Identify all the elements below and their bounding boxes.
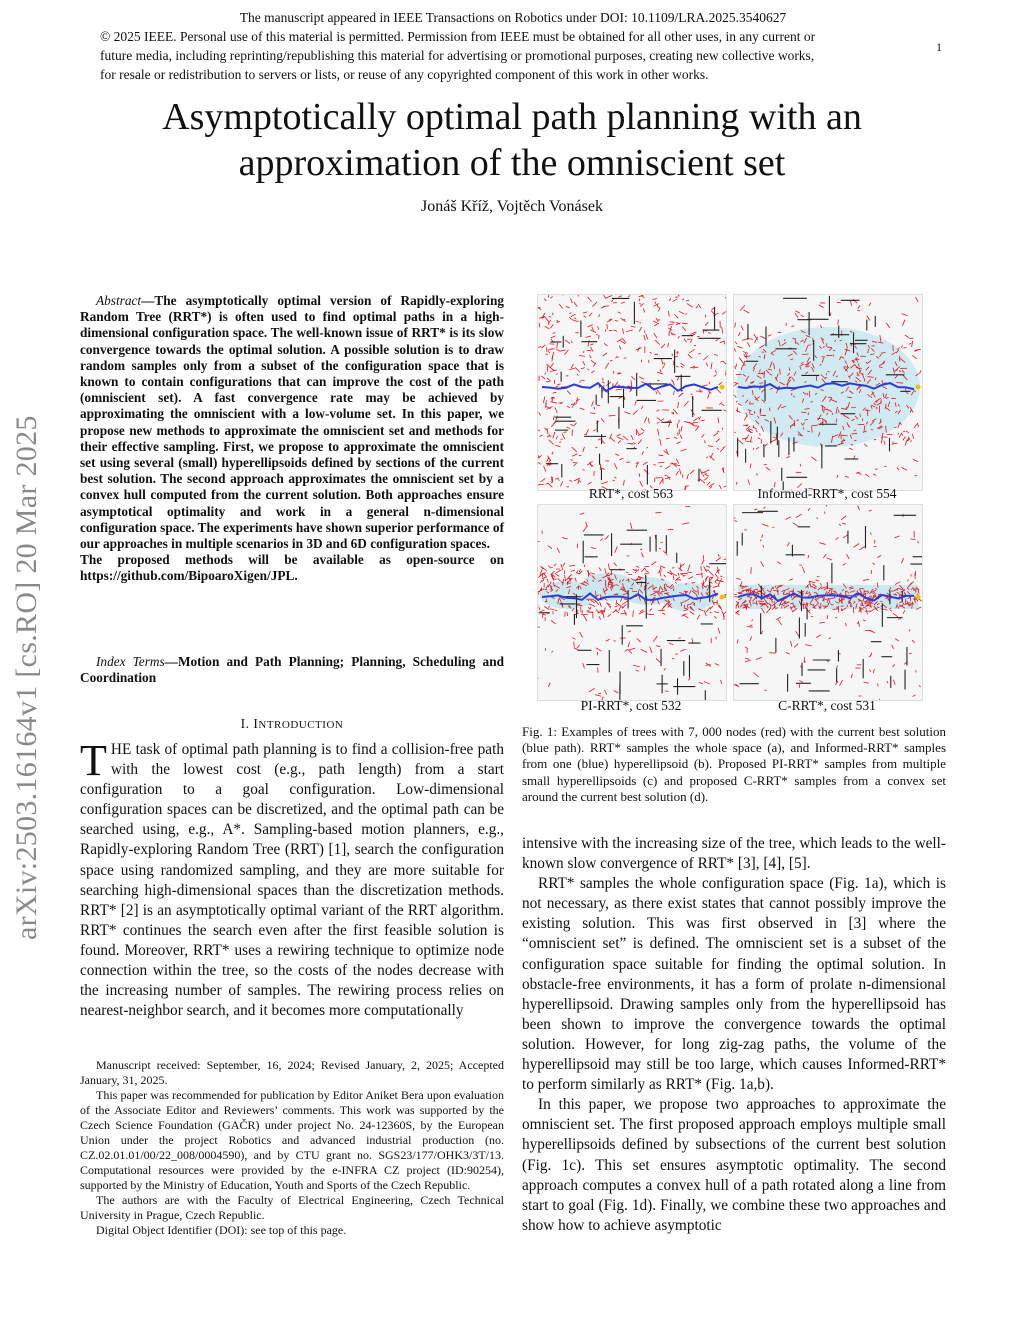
panel-label-d: C-RRT*, cost 531	[778, 698, 876, 713]
right-paragraph-1: intensive with the increasing size of the tree, which leads to the well-known slow convergence of RRT* [3], [4], [5].	[522, 835, 946, 873]
figure-1	[533, 290, 951, 713]
authors: Jonáš Kříž, Vojtěch Vonásek	[421, 198, 603, 215]
title-line-2: approximation of the omniscient set	[238, 142, 786, 184]
abstract	[80, 293, 504, 585]
figure-panel-informed-rrt	[733, 294, 923, 491]
panel-c-tree-image	[538, 505, 726, 700]
figure-1-caption	[522, 724, 946, 805]
figure-panel-rrt	[537, 294, 727, 491]
arxiv-sidebar-id: arXiv:2503.16164v1 [cs.RO] 20 Mar 2025	[10, 415, 43, 940]
index-terms	[80, 654, 504, 686]
footnote-funding: This paper was recommended for publication by Editor Aniket Bera upon evaluation of the Associate Editor and Reviewers’ comments. This work was supported by the Czech Science Foundation (GAČR) under project No. 24-12360S, by the European Union under the project Robotics and advanced industrial production (no. CZ.02.01.01/00/22_008/0004590), and by CTU grant no. SGS23/177/OHK3/3T/13. Computational resources were provided by the e-INFRA CZ project (ID:90254), supported by the Ministry of Education, Youth and Sports of the Czech Republic.	[80, 1088, 504, 1192]
header-doi-line: The manuscript appeared in IEEE Transactions on Robotics under DOI: 10.1109/LRA.2025.3540627	[239, 10, 787, 25]
abstract-text: —The asymptotically optimal version of Rapidly-exploring Random Tree (RRT*) is often used to find optimal paths in a high-dimensional configuration space. The well-known issue of RRT* is its slow convergence towards the optimal solution. A possible solution is to draw random samples only from a subset of the configuration space that is known to contain configurations that can improve the cost of the path (omniscient set). A fast convergence rate may be achieved by approximating the omniscient with a low-volume set. In this paper, we propose new methods to approximate the omniscient set and methods for their effective sampling. First, we propose to approximate the omniscient set using several (small) hyperellipsoids defined by sections of the current best solution. The second approach approximates the omniscient set by a convex hull computed from the current solution. Both approaches ensure asymptotical optimality and work in a general n-dimensional configuration space. The experiments have shown superior performance of our approaches in multiple scenarios in 3D and 6D configuration spaces.	[80, 293, 504, 552]
header-copyright-line-1: © 2025 IEEE. Personal use of this material is permitted. Permission from IEEE must be obtained for all other uses, in any current or	[100, 29, 816, 44]
panel-d-tree-image	[734, 505, 922, 700]
right-paragraph-2: RRT* samples the whole configuration space (Fig. 1a), which is not necessary, as there exist states that cannot possibly improve the existing solution. This was first observed in [3] where the “omniscient set” is defined. The omniscient set is a subset of the configuration space suitable for finding the optimal solution. In obstacle-free environments, it has a form of prolate n-dimensional hyperellipsoid. Drawing samples only from the hyperellipsoid has been shown to improve the convergence towards the optimal solution. However, for long zig-zag paths, the volume of the hyperellipsoid may still be too large, which causes Informed-RRT* to perform similarly as RRT* (Fig. 1a,b).	[522, 875, 946, 1094]
footnotes	[80, 1058, 504, 1238]
intro-dropcap: T	[80, 736, 107, 785]
copyright-header	[100, 8, 926, 84]
panel-a-tree-image	[538, 295, 726, 490]
title-line-1: Asymptotically optimal path planning with an	[162, 96, 862, 138]
footnote-doi: Digital Object Identifier (DOI): see top of this page.	[96, 1223, 347, 1237]
introduction-body	[80, 736, 504, 1021]
figure-panel-c-rrt	[733, 504, 923, 701]
header-copyright-line-2: future media, including reprinting/republishing this material for advertising or promotional purposes, creating new collective works,	[100, 48, 815, 63]
right-column-body	[522, 834, 946, 1236]
panel-b-tree-image	[734, 295, 922, 490]
figure-panel-pi-rrt	[537, 504, 727, 701]
figure-caption-text: Fig. 1: Examples of trees with 7, 000 nodes (red) with the current best solution (blue path). RRT* samples the whole space (a), and Informed-RRT* samples from one (blue) hyperellipsoid (b). Proposed PI-RRT* samples from multiple small hyperellipsoids (c) and proposed C-RRT* samples from a convex set around the current best solution (d).	[522, 724, 946, 804]
abstract-availability: The proposed methods will be available as open-source on https://github.com/BipoaroXigen/JPL.	[80, 552, 504, 584]
section-title-initial: I	[253, 716, 259, 731]
intro-paragraph-1-text: task of optimal path planning is to find a collision-free path with the lowest cost (e.g., path length) from a start configuration to a goal configuration. Low-dimensional configuration spaces can be discretized, and the optimal path can be searched using, e.g., A*. Sampling-based motion planners, e.g., Rapidly-exploring Random Tree (RRT) [1], search the configuration space using randomized sampling, and they are more suitable for searching high-dimensional spaces than the discretization methods. RRT* [2] is an asymptotically optimal variant of the RRT algorithm. RRT* continues the search even after the first feasible solution is found. Moreover, RRT* uses a rewiring technique to optimize node connection within the tree, so the costs of the nodes decrease with the increasing number of samples. The rewiring process relies on nearest-neighbor search, and it becomes more computationally	[80, 741, 504, 1020]
header-copyright-line-3: for resale or redistribution to servers or lists, or reuse of any copyrighted component of this work in other works.	[100, 67, 709, 82]
panel-label-a: RRT*, cost 563	[588, 486, 674, 501]
abstract-lead: Abstract	[96, 293, 142, 308]
right-paragraph-3: In this paper, we propose two approaches to approximate the omniscient set. The first proposed approach employs multiple small hyperellipsoids defined by subsections of the current best solution (Fig. 1c). This set ensures asymptotic optimality. The second approach computes a convex hull of a path rotated along a line from start to goal (Fig. 1d). Finally, we combine these two approaches and show how to achieve asymptotic	[522, 1096, 946, 1234]
page-number: 1	[936, 40, 942, 54]
section-number: I.	[240, 716, 250, 731]
panel-label-b: Informed-RRT*, cost 554	[757, 486, 897, 501]
intro-paragraph-1	[80, 736, 504, 1021]
intro-first-word-rest: HE	[110, 741, 132, 758]
footnote-received: Manuscript received: September, 16, 2024; Revised January, 2, 2025; Accepted January, 31, 2025.	[80, 1058, 504, 1087]
panel-label-c: PI-RRT*, cost 532	[580, 698, 682, 713]
section-heading-introduction	[80, 716, 504, 732]
section-title-rest: NTRODUCTION	[258, 719, 344, 731]
index-terms-text: —Motion and Path Planning; Planning, Scheduling and Coordination	[80, 654, 504, 686]
paper-title	[90, 94, 934, 186]
index-terms-lead: Index Terms	[96, 654, 165, 669]
footnote-affiliation: The authors are with the Faculty of Electrical Engineering, Czech Technical University in Prague, Czech Republic.	[80, 1193, 504, 1222]
